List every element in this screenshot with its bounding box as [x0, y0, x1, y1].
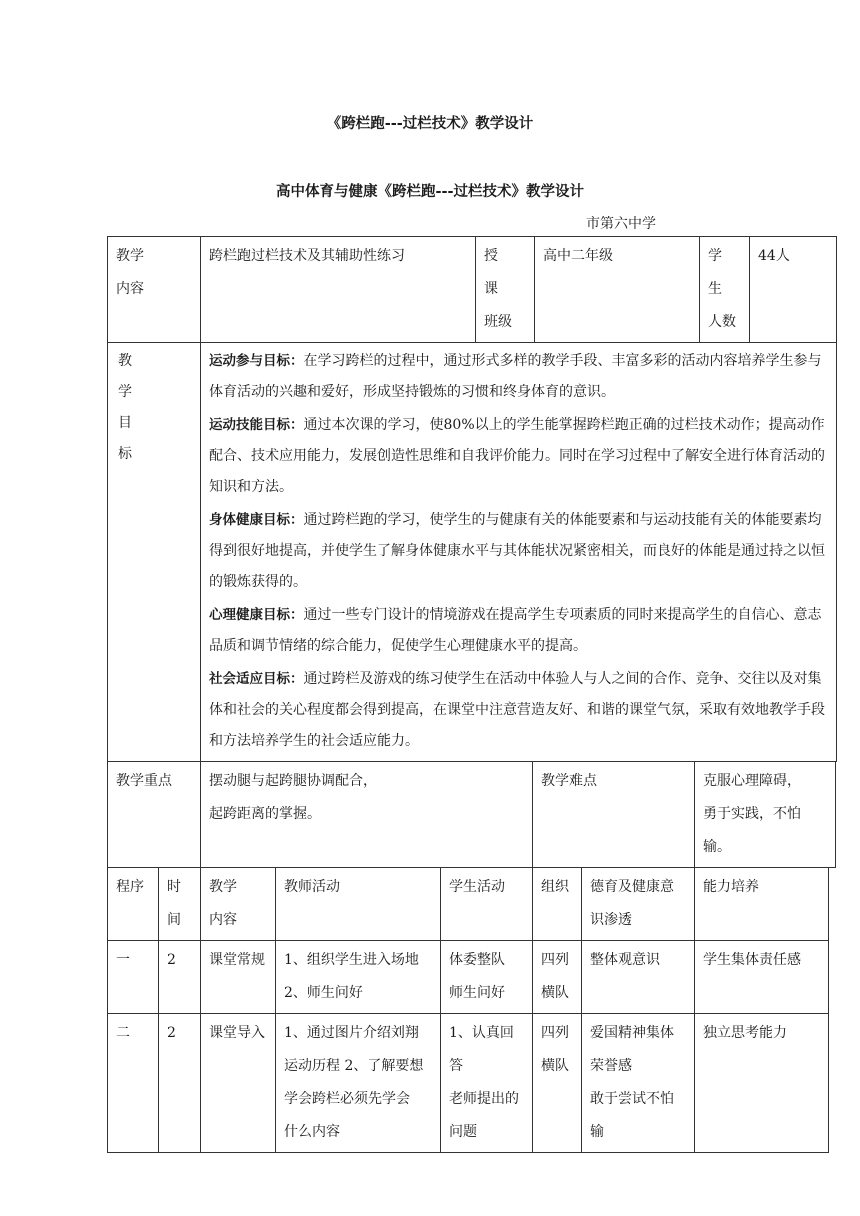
goal-participation [209, 346, 830, 408]
header-step: 程序 [108, 868, 159, 941]
teacher-line: 什么内容 [284, 1124, 340, 1140]
teacher-line: 2、师生问好 [284, 985, 363, 1001]
difficulty-line: 克服心理障碍， [703, 773, 802, 789]
row1-ability: 学生集体责任感 [695, 941, 829, 1014]
moral-line: 整体观意识 [590, 952, 661, 968]
procedure-row-2 [108, 1014, 836, 1153]
count-label-line: 人数 [708, 314, 736, 330]
content-label-line: 教学 [116, 248, 144, 264]
school-name: 市第六中学 [586, 216, 656, 232]
goal-mental [209, 600, 830, 662]
key-point-line: 起跨距离的掌握。 [209, 806, 321, 822]
row2-teacher [276, 1014, 441, 1153]
content-label [108, 237, 201, 343]
row2-student [441, 1014, 533, 1153]
header-content-line: 教学 [209, 879, 237, 895]
key-points-row [108, 762, 836, 868]
row2-time: 2 [159, 1014, 201, 1153]
key-point-line: 摆动腿与起跨腿协调配合， [209, 773, 377, 789]
row1-student [441, 941, 533, 1014]
row2-ability: 独立思考能力 [695, 1014, 829, 1153]
goals-label-char: 教 [118, 353, 132, 369]
moral-line: 敢于尝试不怕 [590, 1091, 675, 1107]
teacher-line: 学会跨栏必须先学会 [284, 1091, 410, 1107]
header-moral-line: 识渗透 [590, 912, 633, 928]
key-points-label: 教学重点 [108, 762, 201, 868]
header-time-line: 间 [167, 912, 181, 928]
goal-text: 在学习跨栏的过程中，通过形式多样的教学手段、丰富多彩的活动内容培养学生参与体育活动的兴趣和爱好，形成坚持锻炼的习惯和终身体育的意识。 [209, 353, 822, 400]
goal-text: 通过一些专门设计的情境游戏在提高学生专项素质的同时来提高学生的自信心、意志品质和调节情绪的综合能力，促使学生心理健康水平的提高。 [209, 607, 822, 654]
goal-physical [209, 505, 830, 598]
goal-social [209, 664, 830, 757]
row1-org [533, 941, 582, 1014]
teacher-line: 1、通过图片介绍刘翔 [284, 1025, 419, 1041]
header-ability: 能力培养 [695, 868, 829, 941]
org-line: 横队 [541, 1058, 570, 1074]
header-moral [582, 868, 695, 941]
row1-content: 课堂常规 [201, 941, 276, 1014]
goal-text: 通过跨栏跑的学习，使学生的与健康有关的体能要素和与运动技能有关的体能要素均得到很好地提高，并使学生了解身体健康水平与其体能状况紧密相关，而良好的体能是通过持之以恒的锻炼获得的。 [209, 512, 825, 590]
header-student: 学生活动 [441, 868, 533, 941]
info-row [108, 237, 837, 343]
header-moral-line: 德育及健康意 [590, 879, 675, 895]
count-label-line: 学 生 [708, 248, 728, 297]
org-line: 四列 [541, 1025, 570, 1041]
goals-label-char: 学 [118, 384, 132, 400]
row1-step: 一 [108, 941, 159, 1014]
goals-label-char: 标 [118, 446, 132, 462]
class-value: 高中二年级 [535, 237, 700, 343]
row2-moral [582, 1014, 695, 1153]
moral-line: 荣誉感 [590, 1058, 633, 1074]
goal-text: 通过跨栏及游戏的练习使学生在活动中体验人与人之间的合作、竞争、交往以及对集体和社会的关心程度都会得到提高，在课堂中注意营造友好、和谐的课堂气氛，采取有效地教学手段和方法培养学生的社会适应能力。 [209, 671, 825, 749]
class-label [476, 237, 535, 343]
goal-heading: 心理健康目标： [209, 607, 304, 623]
procedure-table [107, 761, 836, 1153]
info-goals-table [107, 236, 837, 762]
org-line: 四列 [541, 952, 570, 968]
row1-time: 2 [159, 941, 201, 1014]
header-content-line: 内容 [209, 912, 237, 928]
key-points-value [201, 762, 533, 868]
class-label-line: 授 课 [484, 248, 504, 297]
goal-heading: 身体健康目标： [209, 512, 304, 528]
difficulty-value [695, 762, 836, 868]
row1-moral [582, 941, 695, 1014]
student-line: 体委整队 [449, 952, 505, 968]
procedure-header-row [108, 868, 836, 941]
goals-label [108, 343, 201, 762]
goal-heading: 运动技能目标： [209, 417, 304, 433]
row1-teacher [276, 941, 441, 1014]
header-time [159, 868, 201, 941]
teacher-line: 运动历程 2、了解要想 [284, 1058, 424, 1074]
org-line: 横队 [541, 985, 570, 1001]
goal-text: 通过本次课的学习，使80%以上的学生能掌握跨栏跑正确的过栏技术动作；提高动作配合、技术应用能力，发展创造性思维和自我评价能力。同时在学习过程中了解安全进行体育活动的知识和方法。 [209, 417, 825, 495]
document-subtitle: 高中体育与健康《跨栏跑---过栏技术》教学设计 [275, 184, 585, 200]
student-line: 师生问好 [449, 985, 505, 1001]
header-org: 组织 [533, 868, 582, 941]
count-label [700, 237, 750, 343]
moral-line: 爱国精神集体 [590, 1025, 675, 1041]
goal-heading: 社会适应目标： [209, 671, 304, 687]
goal-heading: 运动参与目标： [209, 353, 304, 369]
content-value: 跨栏跑过栏技术及其辅助性练习 [201, 237, 476, 343]
goals-row [108, 343, 837, 762]
goals-content [201, 343, 837, 762]
header-time-line: 时 [167, 879, 181, 895]
teacher-line: 1、组织学生进入场地 [284, 952, 419, 968]
row2-step: 二 [108, 1014, 159, 1153]
document-title: 《跨栏跑---过栏技术》教学设计 [326, 116, 534, 132]
header-teacher: 教师活动 [276, 868, 441, 941]
difficulty-line: 勇于实践，不怕输。 [703, 806, 802, 855]
student-line: 1、认真回答 [449, 1025, 514, 1074]
count-value: 44人 [750, 237, 837, 343]
header-content [201, 868, 276, 941]
row2-content: 课堂导入 [201, 1014, 276, 1153]
student-line: 老师提出的 [449, 1091, 519, 1107]
row2-org [533, 1014, 582, 1153]
student-line: 问题 [449, 1124, 477, 1140]
goals-label-char: 目 [118, 415, 132, 431]
procedure-row-1 [108, 941, 836, 1014]
moral-line: 输 [590, 1124, 605, 1140]
class-label-line: 班级 [484, 314, 512, 330]
content-label-line: 内容 [116, 281, 144, 297]
goal-skill [209, 410, 830, 503]
difficulty-label: 教学难点 [533, 762, 695, 868]
